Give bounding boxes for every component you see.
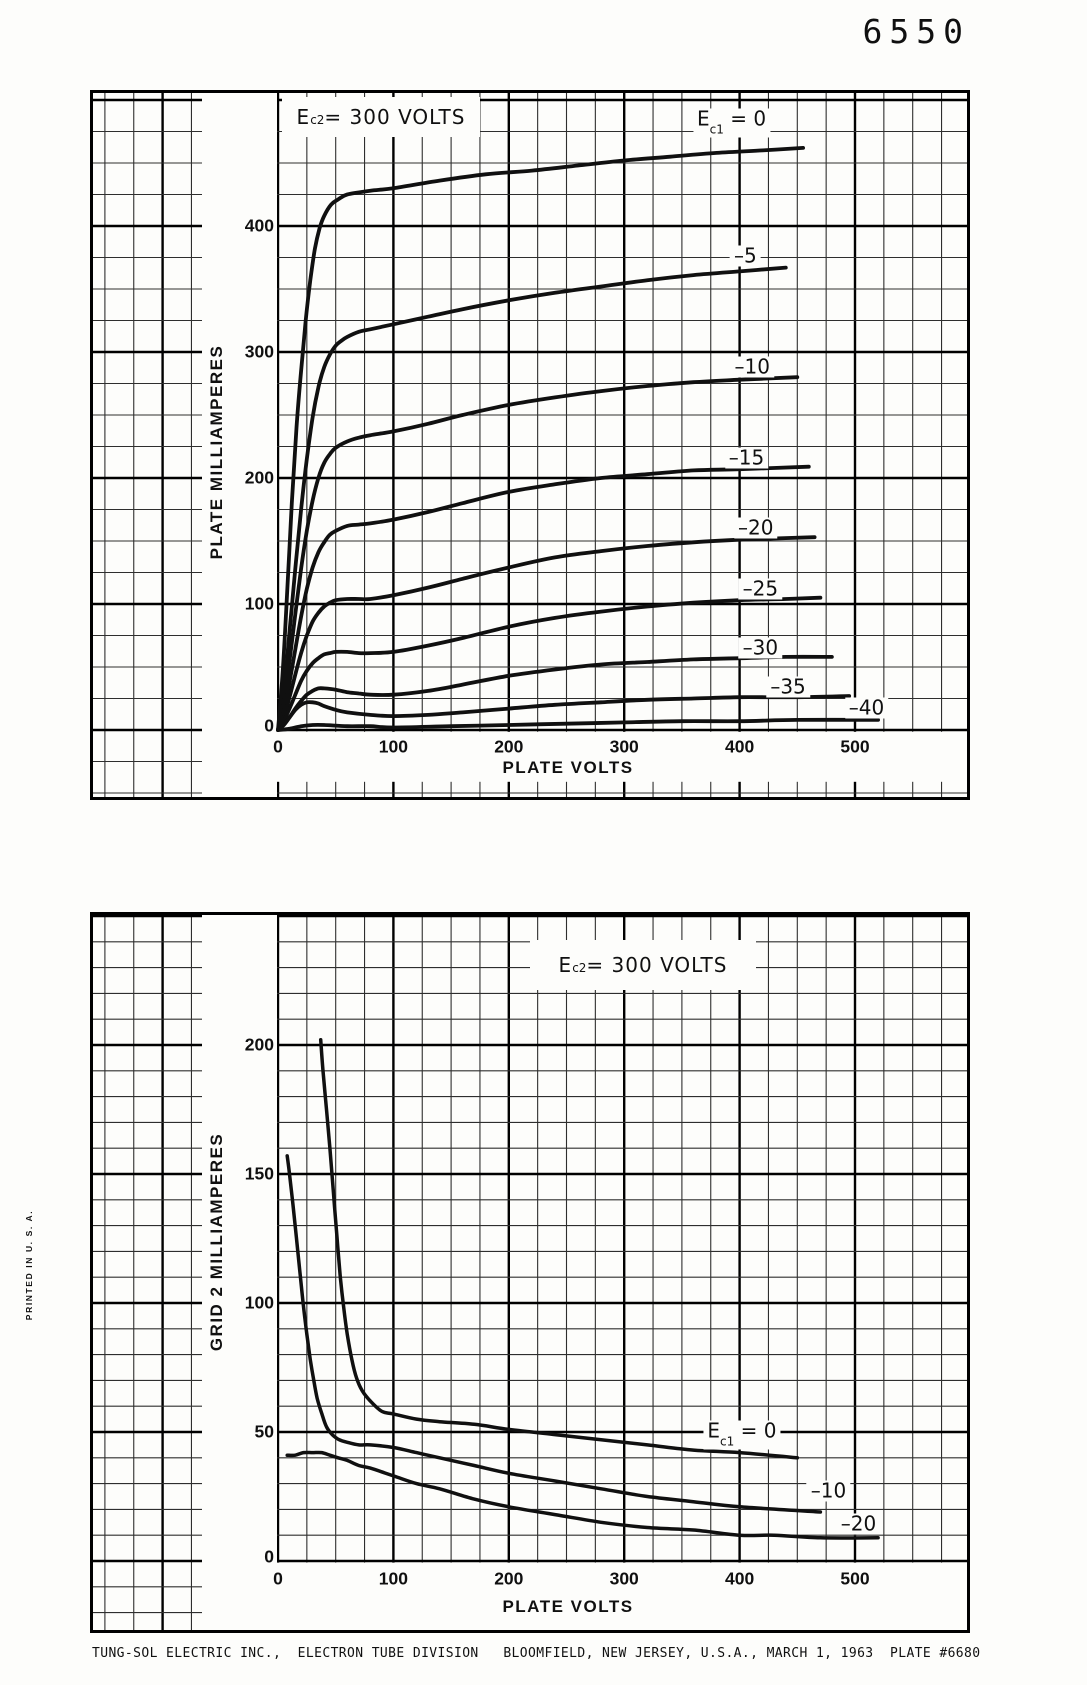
curve-label-part: E — [696, 106, 710, 131]
x-tick-label: 0 — [273, 1568, 283, 1589]
curve-label-ec1-10: –10 — [807, 1481, 850, 1502]
curve-label-part: c1 — [720, 1434, 735, 1449]
screen-voltage-annotation: E $_{c2}$ = 300 VOLTS — [282, 97, 480, 137]
y-tick-label: 0 — [264, 1546, 274, 1567]
y-tick-label: 50 — [254, 1421, 274, 1442]
curve-label-ec1-15: –15 — [725, 447, 768, 468]
x-tick-label: 200 — [494, 1568, 524, 1589]
y-tick-label: 100 — [244, 1292, 274, 1313]
x-tick-label: 100 — [378, 1568, 408, 1589]
y-axis-title: GRID 2 MILLIAMPERES — [207, 1132, 226, 1352]
y-tick-label: 300 — [244, 341, 274, 362]
curve-label-part: = 0 — [734, 1418, 777, 1443]
x-tick-label: 100 — [378, 736, 408, 757]
y-tick-label: 200 — [244, 1034, 274, 1055]
curve-label-ec1-25: –25 — [739, 578, 782, 599]
y-tick-label: 100 — [244, 593, 274, 614]
curve-label-ec1-20: –20 — [734, 518, 777, 539]
x-tick-label: 500 — [840, 736, 870, 757]
y-tick-label: 400 — [244, 215, 274, 236]
footer-imprint: TUNG-SOL ELECTRIC INC., ELECTRON TUBE DIVISION BLOOMFIELD, NEW JERSEY, U.S.A., MARCH 1, 1963 PLATE #6680 — [92, 1646, 981, 1661]
printed-in-usa-note: PRINTED IN U. S. A. — [24, 1209, 34, 1321]
curve-label-ec10 — [703, 1420, 780, 1449]
x-tick-label: 200 — [494, 736, 524, 757]
grid2-characteristics-chart — [90, 912, 970, 1633]
curve-label-part: c1 — [709, 122, 724, 137]
y-axis-title: PLATE MILLIAMPERES — [207, 344, 226, 560]
x-axis-title: PLATE VOLTS — [502, 758, 634, 777]
x-tick-label: 300 — [609, 1568, 639, 1589]
curve-label-ec1-5: –5 — [730, 246, 761, 267]
x-tick-label: 300 — [609, 736, 639, 757]
x-tick-label: 500 — [840, 1568, 870, 1589]
tube-type-title: 6550 — [862, 12, 970, 51]
y-tick-label: 150 — [244, 1163, 274, 1184]
curve-label-ec1-35: –35 — [766, 677, 809, 698]
curve-label-part: = 0 — [723, 106, 767, 131]
curve-label-part: E — [707, 1418, 721, 1443]
x-tick-label: 400 — [724, 1568, 755, 1589]
curve-label-ec1-20: –20 — [837, 1513, 880, 1534]
y-tick-label: 200 — [244, 467, 274, 488]
curve-label-ec10 — [693, 108, 770, 137]
curve-label-ec1-30: –30 — [739, 638, 782, 659]
screen-voltage-annotation: E $_{c2}$ = 300 VOLTS — [530, 940, 756, 990]
y-tick-label: 0 — [264, 715, 274, 736]
x-tick-label: 400 — [724, 736, 755, 757]
plate-characteristics-chart — [90, 90, 970, 800]
x-tick-label: 0 — [273, 736, 283, 757]
x-axis-title: PLATE VOLTS — [502, 1597, 634, 1616]
curve-label-ec1-10: –10 — [731, 357, 774, 378]
curve-label-ec1-40: –40 — [845, 697, 888, 718]
